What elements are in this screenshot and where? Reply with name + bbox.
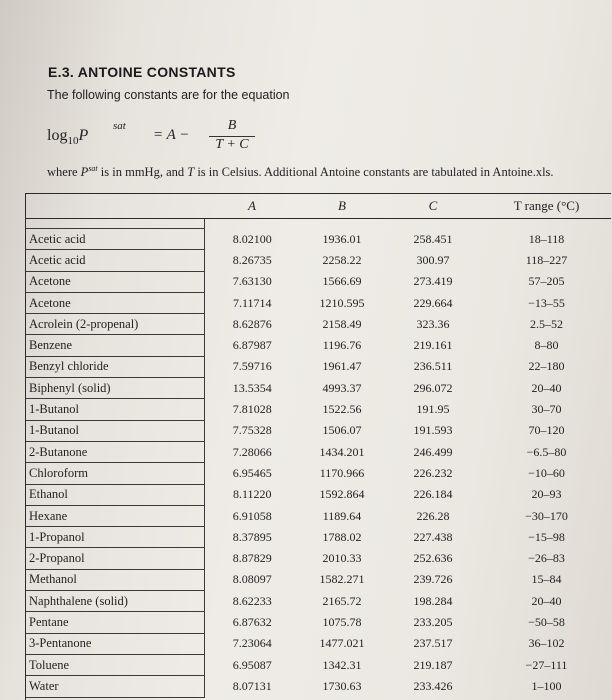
c-value-cell: 239.726: [413, 572, 453, 587]
t-range-cell: 8–80: [534, 338, 559, 353]
a-value-cell: 13.5354: [232, 380, 272, 395]
compound-name-cell: Naphthalene (solid): [26, 591, 204, 612]
antoine-equation: [47, 118, 307, 162]
c-value-cell: 229.664: [413, 295, 453, 310]
header-spacer: [26, 219, 611, 229]
table-header-row: [26, 194, 611, 219]
table-row: [26, 676, 611, 697]
a-value-cell: 8.02100: [232, 231, 272, 246]
a-value-cell: 6.87632: [232, 614, 272, 629]
a-value-cell: 6.95465: [232, 465, 272, 480]
a-value-cell: 8.07131: [232, 678, 272, 693]
units-note-part: is in Celsius. Additional Antoine constants are tabulated in Antoine.xls.: [194, 165, 554, 180]
t-range-cell: 1–100: [531, 678, 562, 693]
table-row: [26, 229, 611, 250]
compound-name-cell: Methanol: [26, 569, 204, 590]
table-row: [26, 378, 611, 399]
c-value-cell: 246.499: [413, 444, 453, 459]
a-value-cell: 8.62876: [232, 316, 272, 331]
antoine-constants-table: [26, 194, 611, 698]
a-value-cell: 8.11220: [232, 487, 272, 502]
b-value-cell: 1566.69: [322, 274, 362, 289]
c-value-cell: 236.511: [413, 359, 453, 374]
header-c: C: [384, 194, 482, 219]
a-value-cell: 8.37895: [232, 529, 272, 544]
compound-name-cell: Water: [26, 676, 204, 697]
t-range-cell: 118–227: [525, 252, 568, 267]
b-value-cell: 2165.72: [322, 593, 362, 608]
c-value-cell: 296.072: [413, 380, 453, 395]
units-note-part: is in mmHg, and: [97, 165, 188, 180]
b-value-cell: 1210.595: [319, 295, 365, 310]
a-value-cell: 8.87829: [232, 551, 272, 566]
compound-name-cell: 1-Butanol: [26, 399, 204, 420]
a-value-cell: 7.11714: [232, 295, 272, 310]
t-range-cell: −50–58: [528, 614, 565, 629]
c-value-cell: 233.426: [413, 678, 453, 693]
pressure-symbol: P: [78, 127, 89, 144]
b-value-cell: 1936.01: [322, 231, 362, 246]
b-value-cell: 1961.47: [322, 359, 362, 374]
fraction-denominator: T + C: [215, 137, 249, 152]
equation-rhs: = A −: [153, 127, 190, 143]
t-range-cell: −15–98: [528, 529, 565, 544]
a-value-cell: 7.23064: [232, 636, 272, 651]
b-value-cell: 1730.63: [322, 678, 362, 693]
c-value-cell: 226.28: [416, 508, 450, 523]
units-note-part: where: [47, 165, 81, 180]
b-value-cell: 1592.864: [319, 487, 365, 502]
table-row: [26, 591, 611, 612]
table-row: [26, 612, 611, 633]
b-value-cell: 2010.33: [322, 551, 362, 566]
b-value-cell: 2158.49: [322, 316, 362, 331]
b-value-cell: 1477.021: [319, 636, 365, 651]
compound-name-cell: Acetic acid: [26, 229, 204, 250]
table-row: [26, 654, 611, 675]
a-value-cell: 8.62233: [232, 593, 272, 608]
b-value-cell: 1434.201: [319, 444, 365, 459]
t-range-cell: 20–40: [531, 593, 562, 608]
a-value-cell: 7.63130: [232, 274, 272, 289]
b-value-cell: 1522.56: [322, 402, 362, 417]
b-value-cell: 4993.37: [322, 380, 362, 395]
t-range-cell: −10–60: [528, 465, 565, 480]
a-value-cell: 6.91058: [232, 508, 272, 523]
t-range-cell: 36–102: [528, 636, 565, 651]
units-note-p: P: [80, 165, 89, 180]
c-value-cell: 273.419: [413, 274, 453, 289]
t-range-cell: 15–84: [531, 572, 562, 587]
compound-name-cell: Pentane: [26, 612, 204, 633]
compound-name-cell: 3-Pentanone: [26, 633, 204, 654]
a-value-cell: 6.95087: [232, 657, 272, 672]
c-value-cell: 226.184: [413, 487, 453, 502]
table-row: [26, 292, 611, 313]
log-text: log: [47, 127, 68, 144]
a-value-cell: 7.59716: [232, 359, 272, 374]
table-row: [26, 314, 611, 335]
compound-name-cell: Benzene: [26, 335, 204, 356]
b-value-cell: 1196.76: [322, 338, 362, 353]
b-value-cell: 1788.02: [322, 529, 362, 544]
b-value-cell: 1506.07: [322, 423, 362, 438]
t-range-cell: 57–205: [528, 274, 565, 289]
compound-name-cell: Acrolein (2-propenal): [26, 314, 204, 335]
t-range-cell: −30–170: [525, 508, 568, 523]
a-value-cell: 7.81028: [232, 402, 272, 417]
equation-fraction: [207, 118, 257, 153]
header-a: A: [204, 194, 300, 219]
equation-lhs: [47, 127, 88, 147]
units-note: [47, 164, 554, 180]
compound-name-cell: Hexane: [26, 505, 204, 526]
units-note-sup: sat: [88, 164, 98, 173]
table-row: [26, 569, 611, 590]
a-value-cell: 8.08097: [232, 572, 272, 587]
c-value-cell: 233.205: [413, 614, 453, 629]
table-row: [26, 463, 611, 484]
t-range-cell: 18–118: [528, 231, 565, 246]
compound-name-cell: 1-Butanol: [26, 420, 204, 441]
table-row: [26, 548, 611, 569]
compound-name-cell: Biphenyl (solid): [26, 378, 204, 399]
c-value-cell: 191.593: [413, 423, 453, 438]
log-base: 10: [67, 135, 79, 148]
c-value-cell: 237.517: [413, 636, 453, 651]
b-value-cell: 1342.31: [322, 657, 362, 672]
compound-name-cell: 2-Propanol: [26, 548, 204, 569]
compound-name-cell: Chloroform: [26, 463, 204, 484]
c-value-cell: 191.95: [416, 402, 450, 417]
fraction-numerator: B: [227, 118, 237, 133]
compound-name-cell: Acetone: [26, 271, 204, 292]
units-note-t: T: [187, 165, 195, 180]
c-value-cell: 252.636: [413, 551, 453, 566]
t-range-cell: 20–93: [531, 487, 562, 502]
compound-name-cell: Ethanol: [26, 484, 204, 505]
header-t-range: T range (°C): [482, 194, 611, 219]
t-range-cell: 70–120: [528, 423, 565, 438]
b-value-cell: 1189.64: [322, 508, 362, 523]
t-range-cell: −13–55: [528, 295, 565, 310]
b-value-cell: 1170.966: [319, 465, 365, 480]
c-value-cell: 198.284: [413, 593, 453, 608]
table-row: [26, 420, 611, 441]
intro-text: The following constants are for the equation: [47, 88, 290, 102]
t-range-cell: 2.5–52: [530, 316, 563, 331]
header-compound: [26, 194, 204, 219]
table-row: [26, 399, 611, 420]
t-range-cell: 20–40: [531, 380, 562, 395]
b-value-cell: 1582.271: [319, 572, 365, 587]
compound-name-cell: 1-Propanol: [26, 527, 204, 548]
table-row: [26, 250, 611, 271]
header-b: B: [300, 194, 384, 219]
section-heading: E.3. ANTOINE CONSTANTS: [48, 64, 236, 80]
t-range-cell: −27–111: [525, 657, 568, 672]
compound-name-cell: Acetone: [26, 292, 204, 313]
t-range-cell: 30–70: [531, 402, 562, 417]
a-value-cell: 7.28066: [232, 444, 272, 459]
compound-name-cell: 2-Butanone: [26, 441, 204, 462]
c-value-cell: 258.451: [413, 231, 453, 246]
c-value-cell: 227.438: [413, 529, 453, 544]
c-value-cell: 323.36: [416, 316, 450, 331]
table-row: [26, 271, 611, 292]
b-value-cell: 2258.22: [322, 252, 362, 267]
antoine-table-frame: [25, 193, 611, 700]
c-value-cell: 219.187: [413, 657, 453, 672]
a-value-cell: 8.26735: [232, 252, 272, 267]
a-value-cell: 6.87987: [232, 338, 272, 353]
table-row: [26, 527, 611, 548]
compound-name-cell: Benzyl chloride: [26, 356, 204, 377]
a-value-cell: 7.75328: [232, 423, 272, 438]
sat-superscript: sat: [113, 120, 126, 132]
c-value-cell: 219.161: [413, 338, 453, 353]
table-row: [26, 335, 611, 356]
c-value-cell: 300.97: [416, 252, 450, 267]
table-row: [26, 505, 611, 526]
table-row: [26, 356, 611, 377]
table-row: [26, 484, 611, 505]
t-range-cell: −26–83: [528, 551, 565, 566]
compound-name-cell: Toluene: [26, 654, 204, 675]
t-range-cell: 22–180: [528, 359, 565, 374]
compound-name-cell: Acetic acid: [26, 250, 204, 271]
b-value-cell: 1075.78: [322, 614, 362, 629]
t-range-cell: −6.5–80: [526, 444, 567, 459]
table-row: [26, 441, 611, 462]
table-row: [26, 633, 611, 654]
c-value-cell: 226.232: [413, 465, 453, 480]
